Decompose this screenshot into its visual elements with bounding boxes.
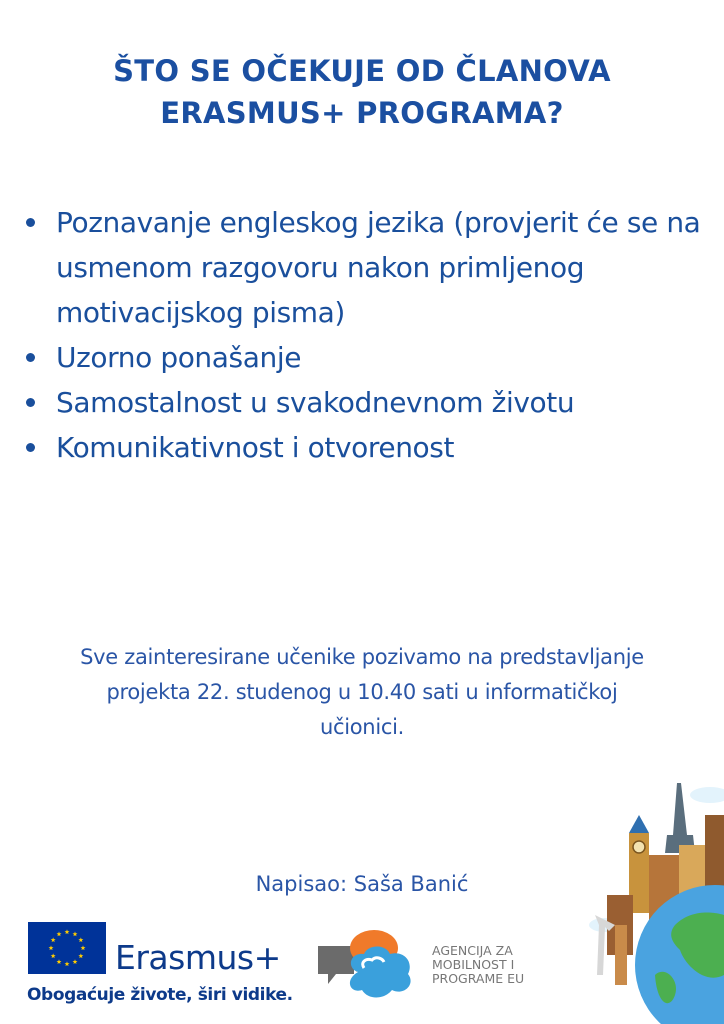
title-line-1: ŠTO SE OČEKUJE OD ČLANOVA <box>113 54 611 88</box>
invitation-line-1: Sve zainteresirane učenike pozivamo na predstavljanje <box>80 645 644 669</box>
list-item: Komunikativnost i otvorenost <box>22 425 712 470</box>
agency-line-2: MOBILNOST I <box>432 957 515 972</box>
agency-line-1: AGENCIJA ZA <box>432 943 513 958</box>
speech-bubbles-icon <box>316 928 422 1004</box>
title-line-2: ERASMUS+ PROGRAMA? <box>160 96 564 130</box>
requirements-list <box>22 200 712 470</box>
eu-flag-icon <box>28 922 106 974</box>
page-title <box>0 50 724 134</box>
list-item: Uzorno ponašanje <box>22 335 712 380</box>
invitation-text <box>0 640 724 745</box>
invitation-line-3: učionici. <box>319 715 405 739</box>
list-item: Samostalnost u svakodnevnom životu <box>22 380 712 425</box>
erasmus-tagline: Obogaćuje živote, širi vidike. <box>27 985 293 1005</box>
invitation-line-2: projekta 22. studenog u 10.40 sati u informatičkoj <box>106 680 618 704</box>
globe-landmarks-illustration <box>585 775 724 1024</box>
erasmus-logo-text: Erasmus+ <box>115 938 281 977</box>
list-item: Poznavanje engleskog jezika (provjerit će se na usmenom razgovoru nakon primljenog motivacijskog pisma) <box>22 200 712 335</box>
agency-line-3: PROGRAME EU <box>432 971 525 986</box>
agency-name <box>432 944 524 986</box>
author-credit: Napisao: Saša Banić <box>255 872 469 896</box>
